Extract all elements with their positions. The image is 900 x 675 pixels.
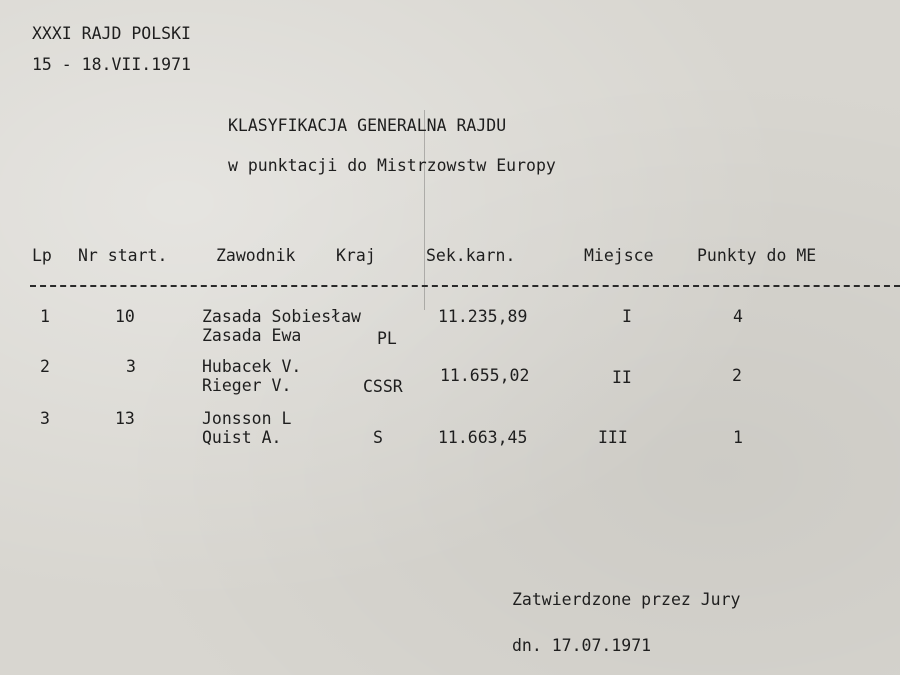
approval-note: Zatwierdzone przez Jury: [512, 590, 741, 609]
rally-name: XXXI RAJD POLSKI: [32, 24, 191, 43]
col-header-zawodnik: Zawodnik: [216, 246, 296, 265]
row3-lp: 3: [40, 409, 50, 428]
rally-dates: 15 - 18.VII.1971: [32, 55, 191, 74]
row3-nr: 13: [115, 409, 135, 428]
row3-punkty: 1: [733, 428, 743, 447]
row1-lp: 1: [40, 307, 50, 326]
row2-sek: 11.655,02: [440, 366, 530, 385]
row1-miejsce: I: [622, 307, 632, 326]
row3-miejsce: III: [598, 428, 628, 447]
header-divider: [30, 285, 900, 287]
row1-punkty: 4: [733, 307, 743, 326]
col-header-kraj: Kraj: [336, 246, 376, 265]
row1-driver1: Zasada Sobiesław: [202, 307, 361, 326]
approval-date: dn. 17.07.1971: [512, 636, 652, 655]
row1-kraj: PL: [377, 329, 397, 348]
col-header-miejsce: Miejsce: [584, 246, 654, 265]
row2-nr: 3: [126, 357, 136, 376]
row2-kraj: CSSR: [363, 377, 403, 396]
row1-nr: 10: [115, 307, 135, 326]
row3-driver1: Jonsson L: [202, 409, 292, 428]
col-header-lp: Lp: [32, 246, 52, 265]
row2-driver2: Rieger V.: [202, 376, 292, 395]
document-subtitle: w punktacji do Mistrzowstw Europy: [228, 156, 556, 175]
row2-miejsce: II: [612, 368, 632, 387]
col-header-nr-start: Nr start.: [78, 246, 168, 265]
col-header-sek-karn: Sek.karn.: [426, 246, 516, 265]
row2-lp: 2: [40, 357, 50, 376]
paper-fold-line: [424, 110, 425, 310]
document-title: KLASYFIKACJA GENERALNA RAJDU: [228, 116, 507, 135]
row3-sek: 11.663,45: [438, 428, 528, 447]
row1-driver2: Zasada Ewa: [202, 326, 302, 345]
row2-punkty: 2: [732, 366, 742, 385]
row3-kraj: S: [373, 428, 383, 447]
row3-driver2: Quist A.: [202, 428, 282, 447]
row1-sek: 11.235,89: [438, 307, 528, 326]
col-header-punkty: Punkty do ME: [697, 246, 817, 265]
row2-driver1: Hubacek V.: [202, 357, 302, 376]
